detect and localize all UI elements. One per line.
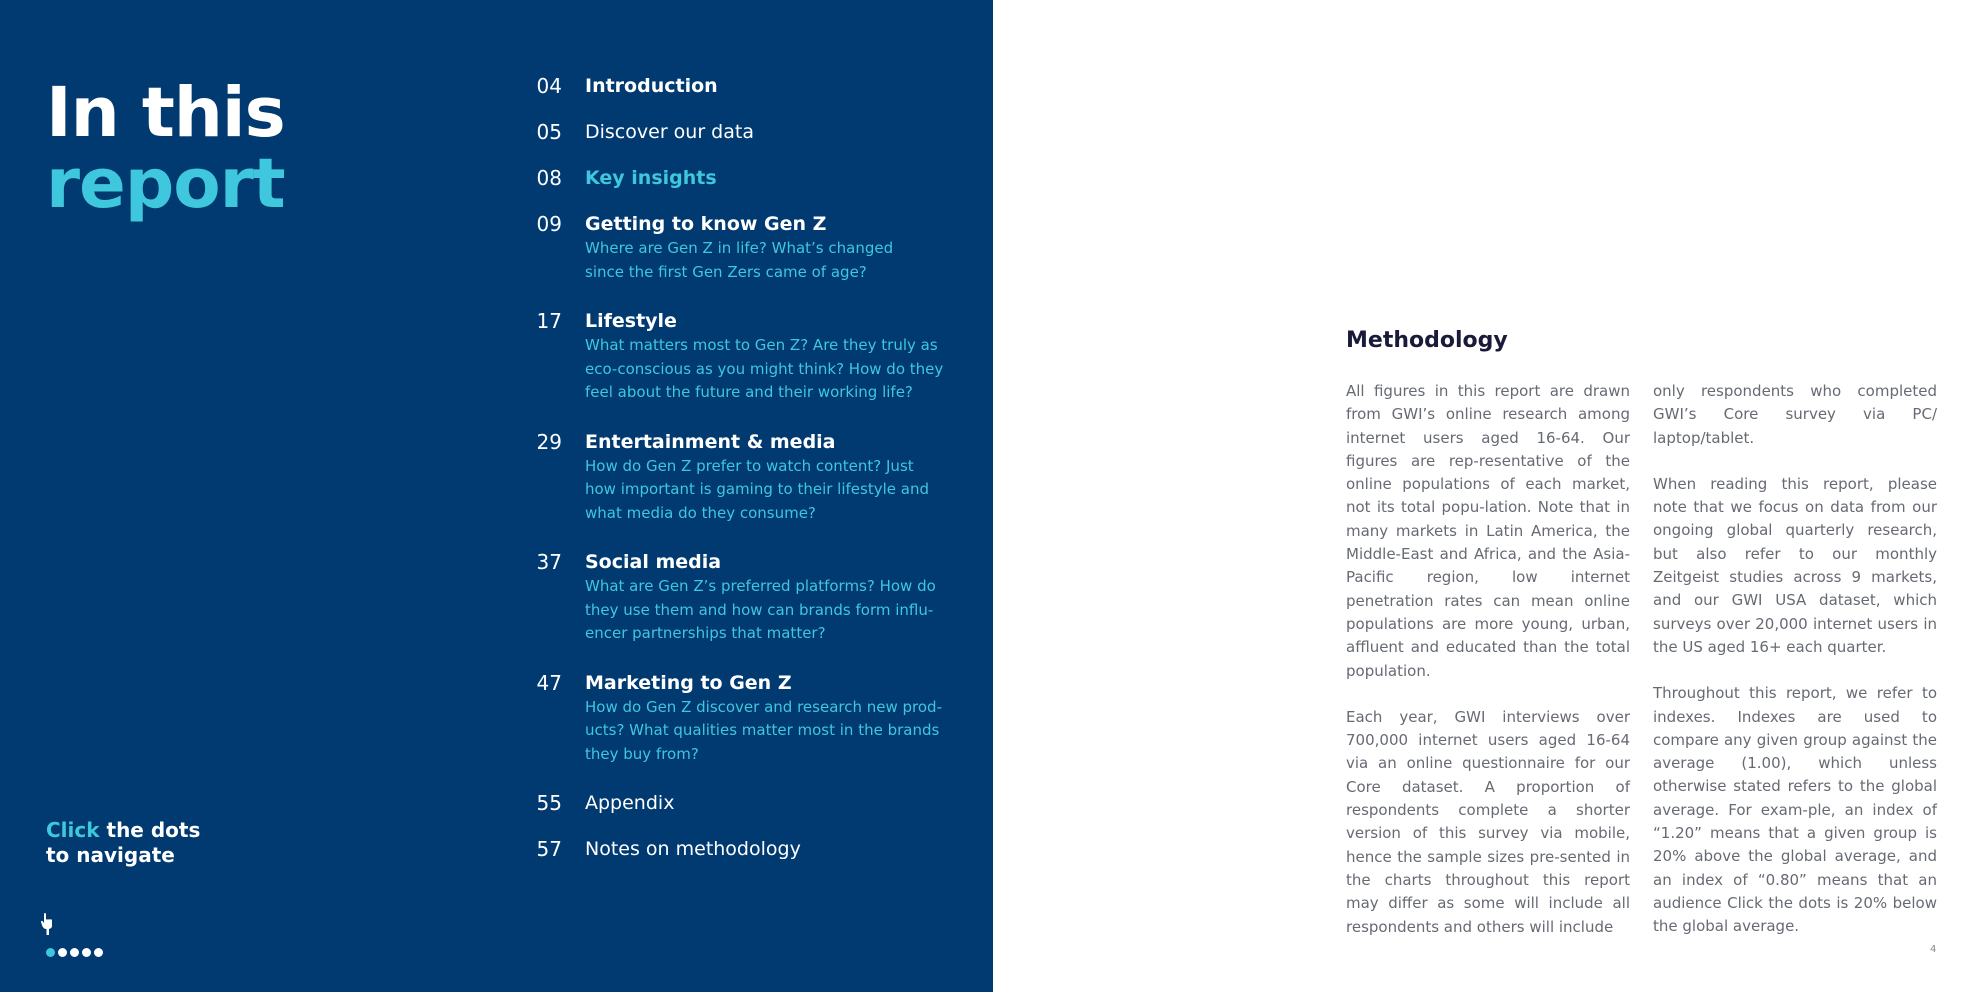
pointing-hand-icon [40,912,60,936]
toc-page-number: 47 [536,670,562,695]
methodology-paragraph: All figures in this report are drawn from GWI’s online research among internet users aged 16-64. Our figures are rep-resentative of the online populations of each market, not its total popu-lation. Note that in many markets in Latin America, the Middle-East and Africa, and the Asia-Pacific region, low internet penetration rates can mean online populations are more young, urban, affluent and educated than the total population. [1346,382,1630,680]
nav-hint-click: Click [46,818,100,842]
methodology-paragraph: When reading this report, please note that we focus on data from our ongoing global quarterly research, but also refer to our monthly Zeitgeist studies across 9 markets, and our GWI USA dataset, which surveys over 20,000 internet users in the US aged 16+ each quarter. [1653,474,1937,656]
toc-page-number: 05 [536,120,562,144]
toc-item-entertainment-media[interactable] [530,428,950,526]
toc-description [585,455,950,526]
toc-desc-line: since the first Gen Zers came of age? [585,262,867,281]
title-line-1: In this [46,73,285,153]
toc-label: Getting to know Gen Z [585,213,827,235]
methodology-column-2 [1653,380,1937,962]
toc-item-notes-on-methodology[interactable] [530,835,950,863]
toc-desc-line: Where are Gen Z in life? What’s changed [585,239,894,257]
toc-desc-line: What matters most to Gen Z? Are they truly as [585,336,938,354]
toc-label: Discover our data [585,121,754,143]
toc-description [585,237,950,284]
toc-desc-line: they buy from? [585,744,699,763]
toc-page-number: 09 [536,212,562,236]
toc-page-number: 55 [536,791,562,815]
methodology-column-1 [1346,380,1630,962]
methodology-paragraph: Throughout this report, we refer to indexes. Indexes are used to compare any given group against the average (1.00), which unless otherwise stated refers to the global average. For exam-ple, an index of “1.20” means that a given group is 20% above the global average, and an index of “0.80” means that an audience Click the dots is 20% below the global average. [1653,684,1937,936]
toc-page-number: 04 [536,74,562,98]
toc-desc-line: eco-conscious as you might think? How do they [585,359,944,378]
table-of-contents [530,72,950,863]
toc-page-number: 17 [536,309,562,333]
toc-item-discover-data[interactable] [530,118,950,146]
page-title [46,73,285,224]
toc-desc-line: encer partnerships that matter? [585,624,826,642]
nav-dot-5[interactable] [94,948,103,957]
page-number: 4 [1930,944,1937,955]
toc-desc-line: what media do they consume? [585,503,816,522]
methodology-title: Methodology [1346,328,1508,353]
toc-item-key-insights[interactable] [530,164,950,192]
nav-dot-2[interactable] [58,948,67,957]
toc-label: Notes on methodology [585,838,801,860]
toc-description [585,696,950,767]
toc-desc-line: feel about the future and their working life? [585,383,913,401]
toc-label: Marketing to Gen Z [585,671,792,694]
toc-page-number: 08 [536,166,562,190]
toc-label: Entertainment & media [585,430,836,453]
toc-desc-line: they use them and how can brands form influ- [585,600,934,619]
toc-page-number: 37 [536,550,562,574]
toc-label: Appendix [585,792,675,814]
toc-page-number: 57 [536,837,562,861]
toc-desc-line: how important is gaming to their lifestyle and [585,480,929,498]
toc-desc-line: How do Gen Z prefer to watch content? Just [585,456,914,475]
toc-description [585,334,950,405]
nav-dot-4[interactable] [82,948,91,957]
toc-item-introduction[interactable] [530,72,950,100]
toc-item-lifestyle[interactable] [530,307,950,405]
toc-desc-line: How do Gen Z discover and research new prod- [585,697,942,716]
toc-description [585,575,950,646]
nav-dot-3[interactable] [70,948,79,957]
toc-label: Social media [585,551,722,573]
nav-dot-1[interactable] [46,948,55,957]
toc-label: Introduction [585,75,718,97]
toc-desc-line: What are Gen Z’s preferred platforms? How do [585,577,936,595]
methodology-paragraph: only respondents who completed GWI’s Core survey via PC/ laptop/tablet. [1653,382,1937,447]
toc-label: Key insights [585,167,717,189]
toc-item-appendix[interactable] [530,789,950,817]
toc-desc-line: ucts? What qualities matter most in the brands [585,721,940,739]
toc-item-marketing-to-gen-z[interactable] [530,669,950,767]
navigation-hint [46,818,200,868]
toc-page-number: 29 [536,429,562,454]
methodology-paragraph: Each year, GWI interviews over 700,000 internet users aged 16-64 via an online questionnaire for our Core dataset. A proportion of respondents complete a shorter version of this survey via mobile, hence the sample sizes pre-sented in the charts throughout this report may differ as some will include all respondents and others will include [1346,707,1630,936]
toc-item-social-media[interactable] [530,548,950,646]
nav-hint-line2: to navigate [46,843,175,867]
title-line-2: report [46,144,285,224]
nav-hint-rest: the dots [99,818,201,842]
toc-item-getting-to-know-gen-z[interactable] [530,210,950,284]
toc-label: Lifestyle [585,310,677,332]
page-navigation-dots [46,948,103,957]
